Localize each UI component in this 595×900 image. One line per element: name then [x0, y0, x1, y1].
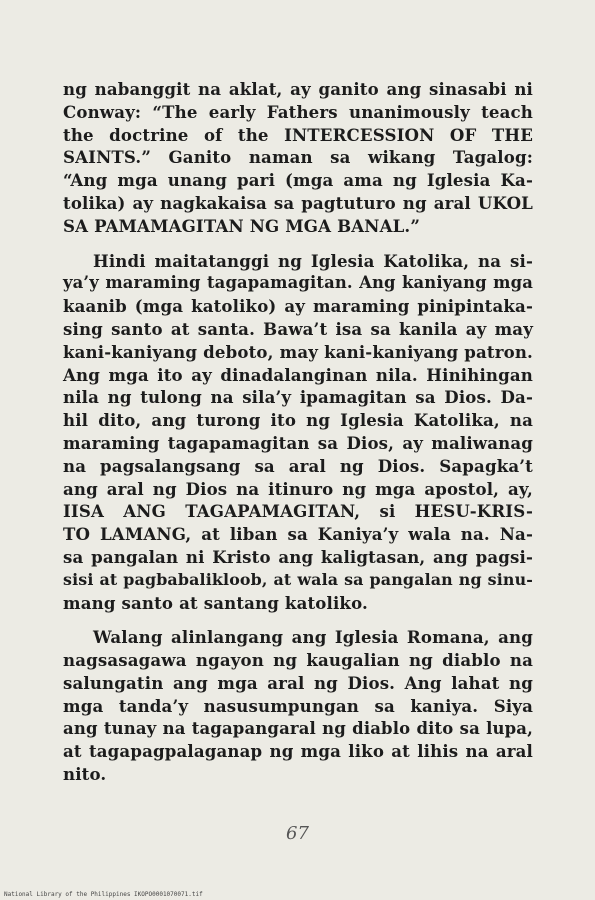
text-line: IISA ANG TAGAPAMAGITAN, si HESU-KRIS- [63, 501, 533, 522]
paragraph-2 [63, 250, 533, 615]
page-number: 67 [286, 823, 309, 844]
paragraph-3 [63, 626, 533, 786]
text-line: the doctrine of the INTERCESSION OF THE [63, 124, 533, 145]
text-line: nila ng tulong na sila’y ipamagitan sa Dios. Da- [63, 387, 533, 408]
text-line: Walang alinlangang ang Iglesia Romana, ang [93, 627, 533, 648]
paragraph-1 [63, 78, 533, 238]
text-line: mang santo at santang katoliko. [63, 592, 368, 613]
text-line: SA PAMAMAGITAN NG MGA BANAL.” [63, 215, 421, 236]
text-line: ang tunay na tagapangaral ng diablo dito sa lupa, [63, 718, 533, 738]
text-line: ang aral ng Dios na itinuro ng mga apostol, ay, [63, 478, 533, 499]
text-line: Hindi maitatanggi ng Iglesia Katolika, na si- [93, 250, 533, 271]
text-line: mga tanda’y nasusumpungan sa kaniya. Siya [63, 695, 533, 716]
text-line: sa pangalan ni Kristo ang kaligtasan, ang pagsi- [63, 546, 533, 567]
text-line: at tagapagpalaganap ng mga liko at lihis na aral [63, 741, 533, 762]
text-line: kaanib (mga katoliko) ay maraming pinipintaka- [63, 296, 533, 317]
text-line: nito. [63, 764, 107, 785]
text-line: nagsasagawa ngayon ng kaugalian ng diablo na [63, 650, 533, 671]
text-line: maraming tagapamagitan sa Dios, ay maliwanag [63, 432, 533, 453]
text-line: sing santo at santa. Bawa’t isa sa kanila ay may [63, 318, 533, 339]
text-line: ng nabanggit na aklat, ay ganito ang sinasabi ni [63, 79, 533, 99]
text-line: TO LAMANG, at liban sa Kaniya’y wala na. Na- [63, 524, 533, 545]
text-line: Conway: “The early Fathers unanimously teach [63, 101, 533, 122]
text-line: tolika) ay nagkakaisa sa pagtuturo ng aral UKOL [63, 192, 533, 213]
text-line: na pagsalangsang sa aral ng Dios. Sapagka’t [63, 455, 533, 476]
body-text [63, 78, 533, 798]
text-line: kani-kaniyang deboto, may kani-kaniyang patron. [63, 341, 533, 362]
text-line: sisi at pagbabalikloob, at wala sa pangalan ng sinu- [63, 569, 533, 589]
text-line: salungatin ang mga aral ng Dios. Ang lahat ng [63, 672, 533, 693]
text-line: hil dito, ang turong ito ng Iglesia Katolika, na [63, 410, 533, 431]
text-line: “Ang mga unang pari (mga ama ng Iglesia Ka- [63, 170, 533, 191]
text-line: Ang mga ito ay dinadalanginan nila. Hinihingan [63, 364, 533, 385]
text-line: SAINTS.” Ganito naman sa wikang Tagalog: [63, 147, 533, 168]
text-line: ya’y maraming tagapamagitan. Ang kaniyang mga [63, 273, 533, 293]
scan-footer: National Library of the Philippines IKOPO0001070071.tif [4, 891, 203, 898]
